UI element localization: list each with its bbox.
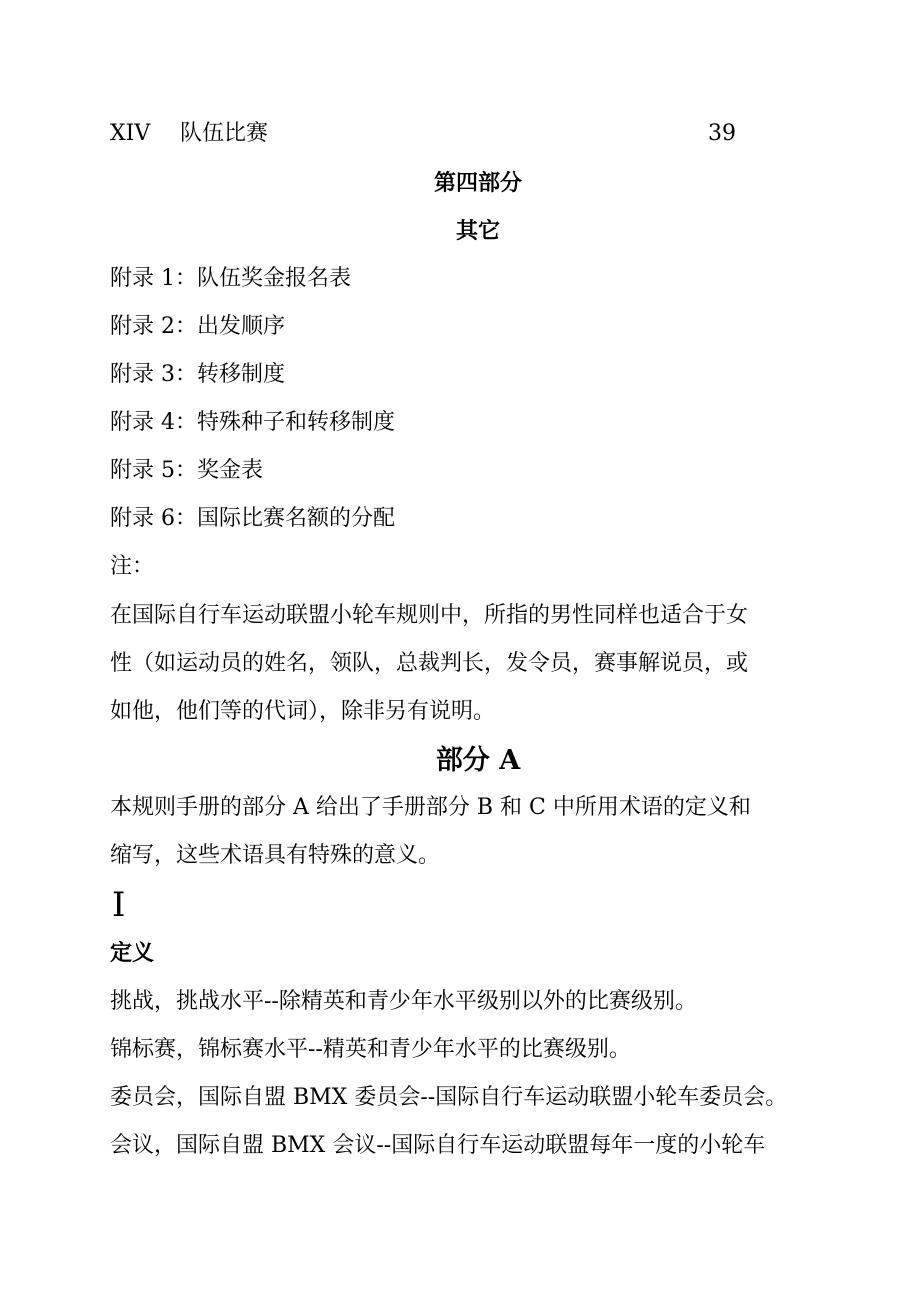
toc-title: 队伍比赛 (180, 121, 269, 146)
toc-entry (110, 119, 750, 149)
toc-page-number: 39 (708, 121, 736, 146)
part-four-title: 第四部分 (433, 170, 522, 196)
appendix-item: 附录 2：出发顺序 (110, 314, 285, 339)
definition-item: 委员会，国际自盟 BMX 委员会--国际自行车运动联盟小轮车委员会。 (110, 1085, 788, 1110)
appendix-item: 附录 3：转移制度 (110, 362, 285, 387)
definition-item: 会议，国际自盟 BMX 会议--国际自行车运动联盟每年一度的小轮车 (110, 1133, 766, 1158)
note-text-line: 如他，他们等的代词），除非另有说明。 (110, 699, 496, 724)
part-a-text-line: 缩写，这些术语具有特殊的意义。 (110, 843, 441, 868)
appendix-item: 附录 4：特殊种子和转移制度 (110, 410, 395, 435)
section-roman-numeral: I (112, 885, 126, 925)
note-label: 注： (110, 554, 155, 579)
note-text-line: 性（如运动员的姓名，领队，总裁判长，发令员，赛事解说员，或 (110, 651, 749, 676)
section-heading: 定义 (110, 940, 155, 966)
part-a-text-line: 本规则手册的部分 A 给出了手册部分 B 和 C 中所用术语的定义和 (110, 795, 751, 820)
definition-item: 挑战，挑战水平--除精英和青少年水平级别以外的比赛级别。 (110, 989, 697, 1014)
part-a-title: 部分 A (435, 745, 521, 776)
appendix-item: 附录 1：队伍奖金报名表 (110, 266, 351, 291)
part-four-subtitle: 其它 (455, 218, 500, 244)
toc-roman-numeral: XIV (110, 121, 151, 146)
appendix-item: 附录 5：奖金表 (110, 458, 263, 483)
appendix-item: 附录 6：国际比赛名额的分配 (110, 506, 395, 531)
definition-item: 锦标赛，锦标赛水平--精英和青少年水平的比赛级别。 (110, 1037, 631, 1062)
note-text-line: 在国际自行车运动联盟小轮车规则中，所指的男性同样也适合于女 (110, 603, 749, 628)
